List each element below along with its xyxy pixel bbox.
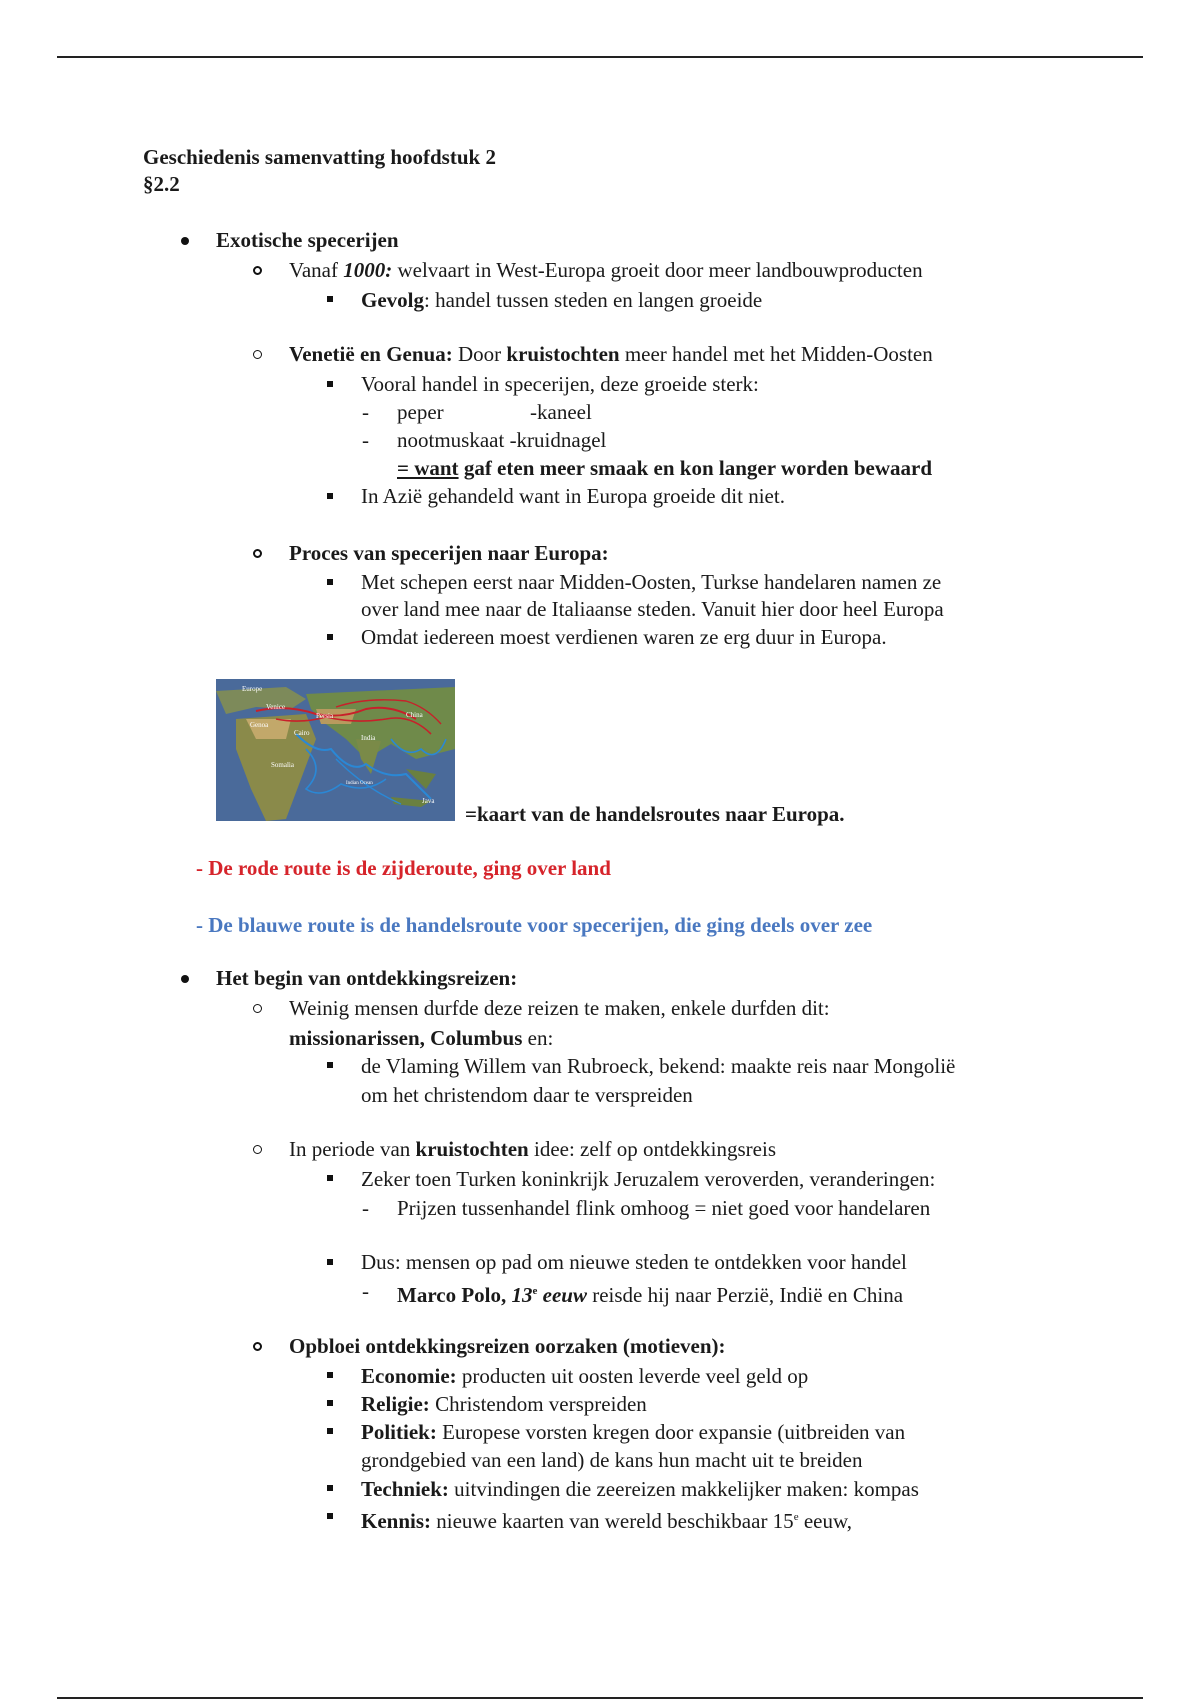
list-item: nootmuskaat -kruidnagel bbox=[397, 428, 607, 452]
bullet-square bbox=[327, 1513, 333, 1519]
blue-route-note: - De blauwe route is de handelsroute voor specerijen, die ging deels over zee bbox=[196, 913, 873, 937]
text: Christendom verspreiden bbox=[429, 1392, 647, 1416]
list-item: Dus: mensen op pad om nieuwe steden te ontdekken voor handel bbox=[361, 1250, 907, 1274]
text: en: bbox=[522, 1026, 554, 1050]
bullet-circle bbox=[253, 1342, 262, 1351]
label: Gevolg bbox=[361, 288, 424, 312]
label: Kennis: bbox=[361, 1509, 432, 1533]
bullet-square bbox=[327, 1400, 333, 1406]
map-label: Europe bbox=[242, 685, 263, 693]
dash-marker: - bbox=[362, 1279, 369, 1303]
label: Venetië en Genua: bbox=[289, 342, 453, 366]
bullet-circle bbox=[253, 266, 262, 275]
list-item: -kaneel bbox=[530, 400, 592, 424]
list-item bbox=[289, 340, 933, 368]
text: eeuw, bbox=[798, 1509, 853, 1533]
bullet-circle bbox=[253, 1145, 262, 1154]
map-label: China bbox=[406, 711, 423, 719]
superscript: e bbox=[793, 1511, 799, 1523]
section-heading-specerijen: Exotische specerijen bbox=[216, 228, 399, 252]
text: = want bbox=[397, 456, 459, 480]
text: meer handel met het Midden-Oosten bbox=[619, 342, 933, 366]
text: eeuw bbox=[537, 1283, 587, 1307]
bullet-dot bbox=[181, 975, 189, 983]
label: missionarissen, Columbus bbox=[289, 1026, 523, 1050]
bullet-square bbox=[327, 634, 333, 640]
text: Door bbox=[452, 342, 507, 366]
list-item bbox=[397, 454, 932, 482]
document-title: Geschiedenis samenvatting hoofdstuk 2 bbox=[143, 145, 496, 169]
list-item: Proces van specerijen naar Europa: bbox=[289, 541, 609, 565]
list-item: peper bbox=[397, 400, 444, 424]
text: welvaart in West-Europa groeit door meer landbouwproducten bbox=[392, 258, 923, 282]
label: Marco Polo, bbox=[397, 1283, 512, 1307]
bullet-circle bbox=[253, 549, 262, 558]
map-label: Persia bbox=[316, 712, 334, 720]
list-item: over land mee naar de Italiaanse steden. Vanuit hier door heel Europa bbox=[361, 597, 944, 621]
bullet-square bbox=[327, 1372, 333, 1378]
dash-marker: - bbox=[362, 1196, 369, 1220]
list-item bbox=[289, 1135, 776, 1163]
bottom-rule bbox=[57, 1697, 1143, 1699]
map-label: Cairo bbox=[294, 729, 310, 737]
map-label: Indian Ocean bbox=[346, 781, 373, 786]
bullet-square bbox=[327, 1485, 333, 1491]
dash-marker: - bbox=[362, 428, 369, 452]
label: Techniek: bbox=[361, 1477, 449, 1501]
list-item: grondgebied van een land) de kans hun macht uit te breiden bbox=[361, 1448, 863, 1472]
bullet-square bbox=[327, 1062, 333, 1068]
label: Religie: bbox=[361, 1392, 430, 1416]
text: In periode van bbox=[289, 1137, 416, 1161]
list-item: Vooral handel in specerijen, deze groeide sterk: bbox=[361, 372, 759, 396]
red-route-note: - De rode route is de zijderoute, ging over land bbox=[196, 856, 611, 880]
text: uitvindingen die zeereizen makkelijker maken: kompas bbox=[448, 1477, 919, 1501]
list-item bbox=[361, 1362, 808, 1390]
map-label: Somalia bbox=[271, 761, 294, 769]
list-item: Opbloei ontdekkingsreizen oorzaken (motieven): bbox=[289, 1334, 726, 1358]
label: Economie: bbox=[361, 1364, 457, 1388]
bullet-dot bbox=[181, 237, 189, 245]
text: Vanaf bbox=[289, 258, 344, 282]
text: reisde hij naar Perzië, Indië en China bbox=[586, 1283, 904, 1307]
list-item bbox=[361, 1390, 647, 1418]
year: 1000: bbox=[343, 258, 393, 282]
list-item: Zeker toen Turken koninkrijk Jeruzalem veroverden, veranderingen: bbox=[361, 1167, 936, 1191]
dash-marker: - bbox=[362, 400, 369, 424]
bullet-square bbox=[327, 493, 333, 499]
text: : handel tussen steden en langen groeide bbox=[424, 288, 763, 312]
text: idee: zelf op ontdekkingsreis bbox=[528, 1137, 776, 1161]
bullet-square bbox=[327, 381, 333, 387]
list-item bbox=[361, 286, 762, 314]
trade-routes-map bbox=[216, 679, 455, 821]
century: 13 bbox=[511, 1283, 533, 1307]
map-graphic bbox=[216, 679, 455, 821]
map-label: Venice bbox=[266, 703, 286, 711]
list-item bbox=[361, 1475, 919, 1503]
superscript: e bbox=[532, 1285, 538, 1297]
text: nieuwe kaarten van wereld beschikbaar 15 bbox=[431, 1509, 794, 1533]
label: kruistochten bbox=[415, 1137, 529, 1161]
list-item bbox=[289, 1024, 553, 1052]
list-item: Weinig mensen durfde deze reizen te maken, enkele durfden dit: bbox=[289, 996, 830, 1020]
bullet-circle bbox=[253, 1004, 262, 1013]
map-label: India bbox=[361, 734, 376, 742]
bullet-circle bbox=[253, 350, 262, 359]
map-caption: =kaart van de handelsroutes naar Europa. bbox=[465, 802, 845, 826]
label: kruistochten bbox=[506, 342, 620, 366]
list-item: In Azië gehandeld want in Europa groeide dit niet. bbox=[361, 484, 785, 508]
bullet-square bbox=[327, 296, 333, 302]
paragraph-number: §2.2 bbox=[143, 172, 180, 196]
list-item: Omdat iedereen moest verdienen waren ze erg duur in Europa. bbox=[361, 625, 887, 649]
list-item bbox=[361, 1503, 852, 1535]
top-rule bbox=[57, 56, 1143, 58]
list-item: om het christendom daar te verspreiden bbox=[361, 1083, 693, 1107]
list-item bbox=[289, 256, 923, 284]
text: Europese vorsten kregen door expansie (uitbreiden van bbox=[436, 1420, 906, 1444]
section-heading-ontdekkingsreizen: Het begin van ontdekkingsreizen: bbox=[216, 966, 518, 990]
bullet-square bbox=[327, 1175, 333, 1181]
bullet-square bbox=[327, 1428, 333, 1434]
list-item bbox=[361, 1418, 905, 1446]
bullet-square bbox=[327, 1259, 333, 1265]
list-item: Met schepen eerst naar Midden-Oosten, Turkse handelaren namen ze bbox=[361, 570, 942, 594]
list-item bbox=[397, 1277, 903, 1309]
list-item: de Vlaming Willem van Rubroeck, bekend: maakte reis naar Mongolië bbox=[361, 1054, 956, 1078]
bullet-square bbox=[327, 579, 333, 585]
label: Politiek: bbox=[361, 1420, 437, 1444]
map-label: Java bbox=[422, 797, 435, 805]
text: producten uit oosten leverde veel geld op bbox=[456, 1364, 809, 1388]
map-label: Genoa bbox=[250, 721, 269, 729]
text: gaf eten meer smaak en kon langer worden bewaard bbox=[458, 456, 933, 480]
list-item: Prijzen tussenhandel flink omhoog = niet goed voor handelaren bbox=[397, 1196, 931, 1220]
